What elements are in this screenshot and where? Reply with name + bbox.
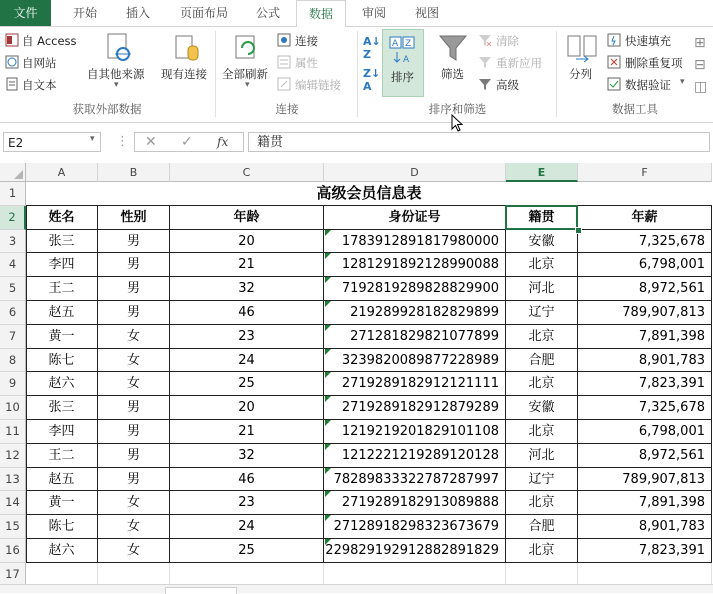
refresh-all-icon xyxy=(232,32,262,64)
table-cell[interactable]: 23 xyxy=(170,491,324,515)
table-cell[interactable]: 7,823,391 xyxy=(578,539,712,563)
text-file-icon xyxy=(5,77,19,91)
advanced-filter-icon xyxy=(478,77,492,91)
row-header-13[interactable]: 13 xyxy=(0,468,26,492)
table-cell[interactable]: 北京 xyxy=(506,539,578,563)
svg-text:A: A xyxy=(403,55,410,64)
row-header-6[interactable]: 6 xyxy=(0,301,26,325)
name-box[interactable]: E2 xyxy=(3,132,101,152)
error-indicator-icon xyxy=(325,301,331,307)
tab-page-layout[interactable]: 页面布局 xyxy=(179,6,228,20)
tab-data[interactable]: 数据 xyxy=(296,0,346,28)
table-cell[interactable]: 3239820089877228989 xyxy=(324,349,506,373)
from-web-button[interactable]: 自网站 xyxy=(22,56,57,70)
table-cell[interactable]: 河北 xyxy=(506,277,578,301)
table-cell[interactable]: 8,972,561 xyxy=(578,277,712,301)
header-cell-f[interactable]: 年薪 xyxy=(578,206,712,230)
select-all-corner[interactable] xyxy=(0,163,26,182)
flash-fill-button[interactable]: 快速填充 xyxy=(625,34,671,48)
row-header-3[interactable]: 3 xyxy=(0,230,26,254)
table-cell[interactable]: 赵六 xyxy=(26,372,98,396)
text-to-columns-button[interactable]: 分列 xyxy=(569,67,592,81)
table-cell[interactable]: 北京 xyxy=(506,372,578,396)
filter-button[interactable]: 筛选 xyxy=(441,67,464,81)
table-cell[interactable]: 20 xyxy=(170,230,324,254)
more-options-icon: ⋮ xyxy=(116,134,129,149)
edit-links-icon xyxy=(277,77,291,91)
from-other-sources-button[interactable]: 自其他来源 xyxy=(87,67,145,81)
table-cell[interactable]: 黄一 xyxy=(26,325,98,349)
table-cell[interactable]: 北京 xyxy=(506,491,578,515)
table-cell[interactable]: 271928918291212111​1 xyxy=(324,372,506,396)
table-cell[interactable]: 王二 xyxy=(26,277,98,301)
table-cell[interactable]: 辽宁 xyxy=(506,301,578,325)
edit-links-button[interactable]: 编辑链接 xyxy=(295,78,341,92)
group-separator xyxy=(357,31,358,117)
table-cell[interactable]: 张三 xyxy=(26,230,98,254)
header-cell-a[interactable]: 姓名 xyxy=(26,206,98,230)
table-cell[interactable]: 合肥 xyxy=(506,349,578,373)
cancel-icon[interactable]: ✕ xyxy=(145,134,157,150)
what-if-icon[interactable]: ◫ xyxy=(694,79,708,95)
remove-duplicates-icon xyxy=(607,55,621,69)
error-indicator-icon xyxy=(325,372,331,378)
table-cell[interactable]: 271281829821077899 xyxy=(324,325,506,349)
tab-view[interactable]: 视图 xyxy=(414,6,439,20)
column-header-e[interactable]: E xyxy=(506,163,578,182)
table-cell[interactable]: 8,901,783 xyxy=(578,515,712,539)
relationships-icon[interactable]: ⊟ xyxy=(694,57,706,73)
table-cell[interactable]: 女 xyxy=(98,349,170,373)
table-cell[interactable]: 李四 xyxy=(26,420,98,444)
table-cell[interactable]: 46 xyxy=(170,301,324,325)
error-indicator-icon xyxy=(325,468,331,474)
table-cell[interactable]: 男 xyxy=(98,253,170,277)
table-cell[interactable]: 25 xyxy=(170,372,324,396)
row-header-14[interactable]: 14 xyxy=(0,491,26,515)
table-cell[interactable]: 7,891,398 xyxy=(578,325,712,349)
table-cell[interactable]: 7,325,678 xyxy=(578,230,712,254)
table-cell[interactable]: 河北 xyxy=(506,444,578,468)
tab-formulas[interactable]: 公式 xyxy=(255,6,280,20)
reapply-button[interactable]: 重新应用 xyxy=(496,56,542,70)
properties-icon xyxy=(277,55,291,69)
table-cell[interactable]: 789,907,813 xyxy=(578,468,712,492)
remove-duplicates-button[interactable]: 删除重复项 xyxy=(625,56,683,70)
table-cell[interactable]: 男 xyxy=(98,468,170,492)
table-cell[interactable]: 8,901,783 xyxy=(578,349,712,373)
group-label-tools: 数据工具 xyxy=(612,102,658,116)
error-indicator-icon xyxy=(325,277,331,283)
error-indicator-icon xyxy=(325,539,331,545)
row-header-15[interactable]: 15 xyxy=(0,515,26,539)
tab-home[interactable]: 开始 xyxy=(72,6,97,20)
reapply-icon xyxy=(478,55,492,69)
table-cell[interactable]: 6,798,001 xyxy=(578,420,712,444)
row-header-1[interactable]: 1 xyxy=(0,182,26,206)
formula-input[interactable]: 籍贯 xyxy=(248,132,710,152)
table-cell[interactable]: 北京 xyxy=(506,253,578,277)
table-cell[interactable]: 女 xyxy=(98,372,170,396)
sort-icon xyxy=(389,36,417,64)
table-cell[interactable]: 1281291892128990088 xyxy=(324,253,506,277)
table-cell[interactable]: 辽宁 xyxy=(506,468,578,492)
chevron-down-icon: ▾ xyxy=(114,80,119,90)
table-cell[interactable]: 1212221219289120128 xyxy=(324,444,506,468)
table-cell[interactable]: 25 xyxy=(170,539,324,563)
advanced-button[interactable]: 高级 xyxy=(496,78,519,92)
column-header-a[interactable]: A xyxy=(26,163,98,182)
group-label-external: 获取外部数据 xyxy=(72,102,142,116)
table-cell[interactable]: 1783912891817980000 xyxy=(324,230,506,254)
spreadsheet-grid xyxy=(0,163,713,592)
data-validation-button[interactable]: 数据验证 xyxy=(625,78,671,92)
table-cell[interactable]: 男 xyxy=(98,420,170,444)
table-cell[interactable]: 782898333227872879​97 xyxy=(324,468,506,492)
ribbon-tab-bar xyxy=(0,0,713,27)
table-cell[interactable]: 北京 xyxy=(506,420,578,444)
column-header-c[interactable]: C xyxy=(170,163,324,182)
header-cell-e[interactable]: 籍贯 xyxy=(506,206,578,230)
tab-review[interactable]: 审阅 xyxy=(361,6,386,20)
from-text-button[interactable]: 自文本 xyxy=(22,78,57,92)
scrollbar-thumb[interactable] xyxy=(165,587,237,594)
row-header-9[interactable]: 9 xyxy=(0,372,26,396)
table-cell[interactable]: 271928918291308988​8 xyxy=(324,491,506,515)
tab-file[interactable]: 文件 xyxy=(0,0,51,26)
row-header-4[interactable]: 4 xyxy=(0,253,26,277)
row-header-16[interactable]: 16 xyxy=(0,539,26,563)
table-cell[interactable]: 7,325,678 xyxy=(578,396,712,420)
access-icon xyxy=(5,33,19,47)
group-label-connections: 连接 xyxy=(275,102,299,116)
error-indicator-icon xyxy=(325,420,331,426)
table-cell[interactable]: 2712891829832367367​9 xyxy=(324,515,506,539)
row-header-12[interactable]: 12 xyxy=(0,444,26,468)
group-separator xyxy=(556,31,557,117)
table-cell[interactable]: 安徽 xyxy=(506,230,578,254)
table-cell[interactable]: 男 xyxy=(98,396,170,420)
error-indicator-icon xyxy=(325,491,331,497)
table-cell[interactable]: 21 xyxy=(170,420,324,444)
data-validation-icon xyxy=(607,77,621,91)
refresh-all-button[interactable]: 全部刷新 xyxy=(222,67,268,81)
table-cell[interactable]: 张三 xyxy=(26,396,98,420)
svg-text:A: A xyxy=(392,39,399,49)
table-cell[interactable]: 王二 xyxy=(26,444,98,468)
error-indicator-icon xyxy=(325,444,331,450)
group-separator xyxy=(215,31,216,117)
column-header-f[interactable]: F xyxy=(578,163,712,182)
header-cell-d[interactable]: 身份证号 xyxy=(324,206,506,230)
table-cell[interactable]: 229829192912882891829 xyxy=(324,539,506,563)
table-cell[interactable]: 6,798,001 xyxy=(578,253,712,277)
sort-label: 排序 xyxy=(391,70,414,84)
table-cell[interactable]: 女 xyxy=(98,325,170,349)
table-cell[interactable]: 女 xyxy=(98,491,170,515)
table-cell[interactable]: 赵五 xyxy=(26,301,98,325)
table-cell[interactable]: 1219219201829101108 xyxy=(324,420,506,444)
table-cell[interactable]: 24 xyxy=(170,349,324,373)
error-indicator-icon xyxy=(325,349,331,355)
existing-connections-icon xyxy=(172,32,202,64)
sort-button[interactable] xyxy=(382,29,424,97)
row-header-7[interactable]: 7 xyxy=(0,325,26,349)
table-cell[interactable]: 7192819289828829900 xyxy=(324,277,506,301)
insert-function-icon[interactable]: fx xyxy=(217,135,229,149)
table-cell[interactable]: 女 xyxy=(98,515,170,539)
active-cell-outline xyxy=(505,205,578,230)
svg-text:Z: Z xyxy=(405,39,412,49)
table-cell[interactable]: 24 xyxy=(170,515,324,539)
clear-button[interactable]: 清除 xyxy=(496,34,519,48)
table-cell[interactable]: 男 xyxy=(98,230,170,254)
table-cell[interactable]: 219289928182829899 xyxy=(324,301,506,325)
row-header-11[interactable]: 11 xyxy=(0,420,26,444)
table-cell[interactable]: 46 xyxy=(170,468,324,492)
error-indicator-icon xyxy=(325,253,331,259)
table-cell[interactable]: 32 xyxy=(170,444,324,468)
table-cell[interactable]: 安徽 xyxy=(506,396,578,420)
table-cell[interactable]: 黄一 xyxy=(26,491,98,515)
table-cell[interactable]: 陈七 xyxy=(26,349,98,373)
error-indicator-icon xyxy=(325,325,331,331)
sheet-title[interactable]: 高级会员信息表 xyxy=(26,182,712,206)
connections-button[interactable]: 连接 xyxy=(295,34,318,48)
tab-insert[interactable]: 插入 xyxy=(125,6,150,20)
table-cell[interactable]: 20 xyxy=(170,396,324,420)
enter-check-icon[interactable]: ✓ xyxy=(181,134,193,150)
column-header-b[interactable]: B xyxy=(98,163,170,182)
formula-bar xyxy=(0,130,713,156)
table-cell[interactable]: 7,823,391 xyxy=(578,372,712,396)
column-header-d[interactable]: D xyxy=(324,163,506,182)
error-indicator-icon xyxy=(325,515,331,521)
row-header-10[interactable]: 10 xyxy=(0,396,26,420)
text-to-columns-icon xyxy=(566,33,598,63)
error-indicator-icon xyxy=(325,396,331,402)
sort-descending-icon[interactable]: Z↓ A xyxy=(363,67,381,93)
row-header-8[interactable]: 8 xyxy=(0,349,26,373)
row-header-5[interactable]: 5 xyxy=(0,277,26,301)
row-header-17[interactable]: 17 xyxy=(0,563,26,587)
table-cell[interactable]: 北京 xyxy=(506,325,578,349)
header-cell-b[interactable]: 性别 xyxy=(98,206,170,230)
table-cell[interactable]: 赵六 xyxy=(26,539,98,563)
table-cell[interactable]: 271928918291287928​9 xyxy=(324,396,506,420)
table-cell[interactable]: 陈七 xyxy=(26,515,98,539)
clear-filter-icon xyxy=(478,33,492,47)
chevron-down-icon: ▾ xyxy=(245,80,250,90)
table-cell[interactable]: 男 xyxy=(98,301,170,325)
fill-handle[interactable] xyxy=(575,227,582,234)
web-icon xyxy=(5,55,19,69)
table-cell[interactable]: 23 xyxy=(170,325,324,349)
other-sources-icon xyxy=(103,32,133,64)
error-indicator-icon xyxy=(325,230,331,236)
table-cell[interactable]: 7,891,398 xyxy=(578,491,712,515)
row-header-2[interactable]: 2 xyxy=(0,206,26,230)
consolidate-icon[interactable]: ⊞ xyxy=(694,35,706,51)
connections-icon xyxy=(277,33,291,47)
sort-ascending-icon[interactable]: A↓ Z xyxy=(363,35,381,61)
table-cell[interactable]: 789,907,813 xyxy=(578,301,712,325)
group-label-sortfilter: 排序和筛选 xyxy=(428,102,487,116)
table-cell[interactable]: 男 xyxy=(98,444,170,468)
header-cell-c[interactable]: 年龄 xyxy=(170,206,324,230)
filter-icon xyxy=(438,33,468,63)
table-cell[interactable]: 李四 xyxy=(26,253,98,277)
table-cell[interactable]: 男 xyxy=(98,277,170,301)
table-cell[interactable]: 女 xyxy=(98,539,170,563)
table-cell[interactable]: 32 xyxy=(170,277,324,301)
chevron-down-icon: ▾ xyxy=(680,77,685,87)
table-cell[interactable]: 合肥 xyxy=(506,515,578,539)
existing-connections-button[interactable]: 现有连接 xyxy=(161,67,207,81)
flash-fill-icon xyxy=(607,33,621,47)
table-cell[interactable]: 8,972,561 xyxy=(578,444,712,468)
table-cell[interactable]: 21 xyxy=(170,253,324,277)
chevron-down-icon[interactable]: ▾ xyxy=(90,134,95,144)
properties-button[interactable]: 属性 xyxy=(295,56,318,70)
table-cell[interactable]: 赵五 xyxy=(26,468,98,492)
from-access-button[interactable]: 自 Access xyxy=(22,34,77,48)
formula-controls xyxy=(134,132,244,152)
ribbon-data xyxy=(0,27,713,123)
